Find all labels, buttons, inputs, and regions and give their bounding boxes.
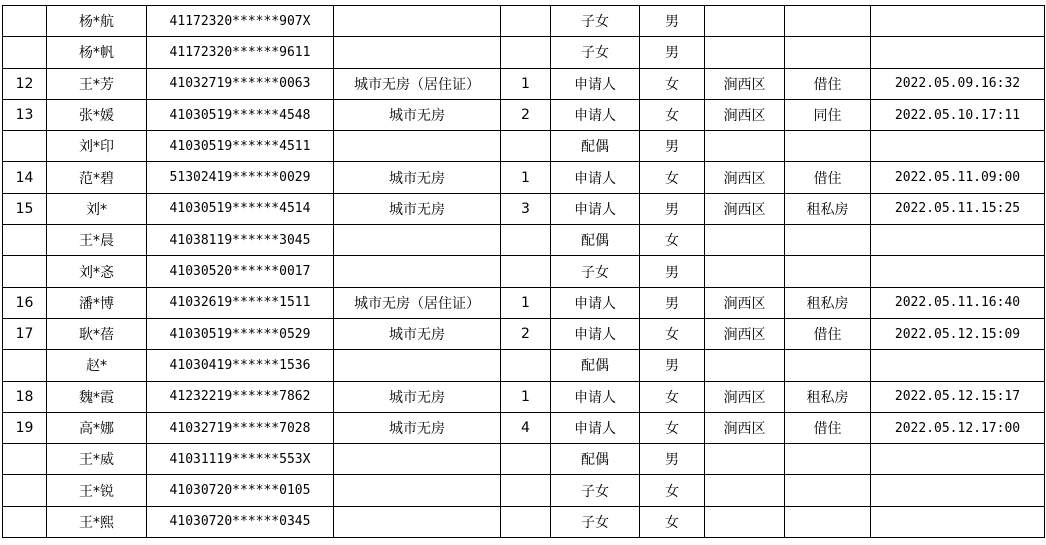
residence-cell	[785, 37, 871, 68]
district-cell: 涧西区	[705, 68, 785, 99]
relation-cell: 申请人	[551, 318, 640, 349]
household-count-cell	[501, 225, 551, 256]
relation-cell: 配偶	[551, 225, 640, 256]
id-number-cell: 41030520******0017	[147, 256, 334, 287]
name-cell: 范*碧	[47, 162, 147, 193]
household-count-cell	[501, 6, 551, 37]
district-cell: 涧西区	[705, 318, 785, 349]
submit-time-cell	[871, 350, 1045, 381]
row-number-cell	[3, 444, 47, 475]
relation-cell: 申请人	[551, 68, 640, 99]
row-number-cell: 12	[3, 68, 47, 99]
residence-cell	[785, 444, 871, 475]
submit-time-cell: 2022.05.11.16:40	[871, 287, 1045, 318]
name-cell: 赵*	[47, 350, 147, 381]
residence-cell	[785, 475, 871, 506]
relation-cell: 子女	[551, 6, 640, 37]
submit-time-cell: 2022.05.12.17:00	[871, 412, 1045, 443]
relation-cell: 申请人	[551, 99, 640, 130]
submit-time-cell: 2022.05.11.15:25	[871, 193, 1045, 224]
table-row	[3, 131, 1045, 162]
submit-time-cell	[871, 225, 1045, 256]
relation-cell: 申请人	[551, 381, 640, 412]
district-cell: 涧西区	[705, 99, 785, 130]
submit-time-cell	[871, 131, 1045, 162]
table-row	[3, 381, 1045, 412]
residence-cell: 租私房	[785, 381, 871, 412]
household-count-cell: 2	[501, 318, 551, 349]
gender-cell: 女	[640, 475, 705, 506]
housing-type-cell	[334, 444, 501, 475]
row-number-cell	[3, 131, 47, 162]
submit-time-cell	[871, 37, 1045, 68]
housing-type-cell	[334, 131, 501, 162]
row-number-cell: 18	[3, 381, 47, 412]
table-row	[3, 412, 1045, 443]
district-cell	[705, 506, 785, 537]
district-cell	[705, 37, 785, 68]
housing-type-cell: 城市无房	[334, 318, 501, 349]
housing-type-cell: 城市无房	[334, 412, 501, 443]
relation-cell: 申请人	[551, 193, 640, 224]
relation-cell: 子女	[551, 37, 640, 68]
table-row	[3, 193, 1045, 224]
household-count-cell: 4	[501, 412, 551, 443]
relation-cell: 申请人	[551, 412, 640, 443]
id-number-cell: 41232219******7862	[147, 381, 334, 412]
table-row	[3, 506, 1045, 537]
name-cell: 王*威	[47, 444, 147, 475]
gender-cell: 女	[640, 318, 705, 349]
household-count-cell	[501, 131, 551, 162]
household-count-cell	[501, 37, 551, 68]
id-number-cell: 41030720******0345	[147, 506, 334, 537]
table-row	[3, 225, 1045, 256]
district-cell	[705, 350, 785, 381]
table-row	[3, 256, 1045, 287]
table-row	[3, 318, 1045, 349]
row-number-cell: 15	[3, 193, 47, 224]
row-number-cell: 16	[3, 287, 47, 318]
name-cell: 刘*忞	[47, 256, 147, 287]
id-number-cell: 41038119******3045	[147, 225, 334, 256]
gender-cell: 女	[640, 381, 705, 412]
housing-type-cell	[334, 6, 501, 37]
district-cell	[705, 225, 785, 256]
housing-type-cell: 城市无房（居住证）	[334, 68, 501, 99]
household-count-cell: 2	[501, 99, 551, 130]
table-row	[3, 99, 1045, 130]
gender-cell: 女	[640, 225, 705, 256]
district-cell: 涧西区	[705, 412, 785, 443]
gender-cell: 男	[640, 444, 705, 475]
table-row	[3, 68, 1045, 99]
id-number-cell: 41032719******0063	[147, 68, 334, 99]
gender-cell: 女	[640, 99, 705, 130]
submit-time-cell	[871, 256, 1045, 287]
residence-cell: 借住	[785, 318, 871, 349]
gender-cell: 男	[640, 350, 705, 381]
row-number-cell: 19	[3, 412, 47, 443]
household-count-cell	[501, 256, 551, 287]
id-number-cell: 41030419******1536	[147, 350, 334, 381]
housing-type-cell	[334, 506, 501, 537]
row-number-cell: 13	[3, 99, 47, 130]
row-number-cell	[3, 6, 47, 37]
table-row	[3, 444, 1045, 475]
residence-cell	[785, 131, 871, 162]
name-cell: 王*芳	[47, 68, 147, 99]
housing-type-cell: 城市无房	[334, 193, 501, 224]
district-cell: 涧西区	[705, 193, 785, 224]
housing-type-cell	[334, 225, 501, 256]
gender-cell: 男	[640, 193, 705, 224]
housing-type-cell: 城市无房	[334, 381, 501, 412]
residence-cell: 租私房	[785, 287, 871, 318]
id-number-cell: 41030519******0529	[147, 318, 334, 349]
id-number-cell: 41032719******7028	[147, 412, 334, 443]
row-number-cell	[3, 350, 47, 381]
household-count-cell	[501, 475, 551, 506]
household-count-cell	[501, 506, 551, 537]
housing-type-cell: 城市无房	[334, 99, 501, 130]
submit-time-cell	[871, 444, 1045, 475]
name-cell: 张*媛	[47, 99, 147, 130]
gender-cell: 男	[640, 256, 705, 287]
submit-time-cell: 2022.05.09.16:32	[871, 68, 1045, 99]
household-count-cell	[501, 350, 551, 381]
district-cell	[705, 444, 785, 475]
id-number-cell: 41172320******9611	[147, 37, 334, 68]
district-cell	[705, 6, 785, 37]
gender-cell: 女	[640, 412, 705, 443]
housing-type-cell: 城市无房	[334, 162, 501, 193]
household-count-cell: 1	[501, 381, 551, 412]
relation-cell: 配偶	[551, 131, 640, 162]
row-number-cell: 14	[3, 162, 47, 193]
relation-cell: 子女	[551, 475, 640, 506]
submit-time-cell: 2022.05.12.15:09	[871, 318, 1045, 349]
residence-cell	[785, 225, 871, 256]
name-cell: 刘*	[47, 193, 147, 224]
household-count-cell	[501, 444, 551, 475]
table-row	[3, 6, 1045, 37]
name-cell: 高*娜	[47, 412, 147, 443]
submit-time-cell: 2022.05.10.17:11	[871, 99, 1045, 130]
district-cell: 涧西区	[705, 287, 785, 318]
id-number-cell: 41031119******553X	[147, 444, 334, 475]
gender-cell: 女	[640, 68, 705, 99]
district-cell: 涧西区	[705, 162, 785, 193]
name-cell: 杨*帆	[47, 37, 147, 68]
submit-time-cell	[871, 475, 1045, 506]
residence-cell	[785, 6, 871, 37]
residence-cell	[785, 256, 871, 287]
name-cell: 魏*霞	[47, 381, 147, 412]
household-count-cell: 1	[501, 68, 551, 99]
residence-cell	[785, 350, 871, 381]
id-number-cell: 51302419******0029	[147, 162, 334, 193]
row-number-cell	[3, 37, 47, 68]
relation-cell: 申请人	[551, 162, 640, 193]
name-cell: 王*晨	[47, 225, 147, 256]
housing-type-cell: 城市无房（居住证）	[334, 287, 501, 318]
district-cell	[705, 475, 785, 506]
relation-cell: 子女	[551, 256, 640, 287]
gender-cell: 女	[640, 162, 705, 193]
residence-cell	[785, 506, 871, 537]
row-number-cell: 17	[3, 318, 47, 349]
submit-time-cell	[871, 506, 1045, 537]
relation-cell: 子女	[551, 506, 640, 537]
gender-cell: 男	[640, 6, 705, 37]
name-cell: 王*熙	[47, 506, 147, 537]
submit-time-cell: 2022.05.11.09:00	[871, 162, 1045, 193]
table-row	[3, 37, 1045, 68]
relation-cell: 配偶	[551, 350, 640, 381]
relation-cell: 配偶	[551, 444, 640, 475]
id-number-cell: 41030519******4548	[147, 99, 334, 130]
submit-time-cell	[871, 6, 1045, 37]
row-number-cell	[3, 256, 47, 287]
name-cell: 耿*蓓	[47, 318, 147, 349]
residence-cell: 同住	[785, 99, 871, 130]
id-number-cell: 41032619******1511	[147, 287, 334, 318]
name-cell: 王*锐	[47, 475, 147, 506]
row-number-cell	[3, 506, 47, 537]
table-row	[3, 162, 1045, 193]
applicant-table	[2, 5, 1045, 538]
row-number-cell	[3, 475, 47, 506]
housing-type-cell	[334, 350, 501, 381]
district-cell	[705, 131, 785, 162]
gender-cell: 男	[640, 37, 705, 68]
relation-cell: 申请人	[551, 287, 640, 318]
id-number-cell: 41030519******4514	[147, 193, 334, 224]
residence-cell: 借住	[785, 68, 871, 99]
table-row	[3, 350, 1045, 381]
submit-time-cell: 2022.05.12.15:17	[871, 381, 1045, 412]
housing-type-cell	[334, 37, 501, 68]
housing-type-cell	[334, 256, 501, 287]
gender-cell: 男	[640, 131, 705, 162]
table-body	[3, 6, 1045, 538]
id-number-cell: 41030720******0105	[147, 475, 334, 506]
table-row	[3, 475, 1045, 506]
residence-cell: 借住	[785, 412, 871, 443]
name-cell: 杨*航	[47, 6, 147, 37]
row-number-cell	[3, 225, 47, 256]
id-number-cell: 41030519******4511	[147, 131, 334, 162]
household-count-cell: 1	[501, 287, 551, 318]
housing-type-cell	[334, 475, 501, 506]
district-cell	[705, 256, 785, 287]
gender-cell: 男	[640, 287, 705, 318]
name-cell: 潘*博	[47, 287, 147, 318]
district-cell: 涧西区	[705, 381, 785, 412]
household-count-cell: 3	[501, 193, 551, 224]
table-row	[3, 287, 1045, 318]
name-cell: 刘*印	[47, 131, 147, 162]
household-count-cell: 1	[501, 162, 551, 193]
id-number-cell: 41172320******907X	[147, 6, 334, 37]
gender-cell: 女	[640, 506, 705, 537]
residence-cell: 借住	[785, 162, 871, 193]
residence-cell: 租私房	[785, 193, 871, 224]
